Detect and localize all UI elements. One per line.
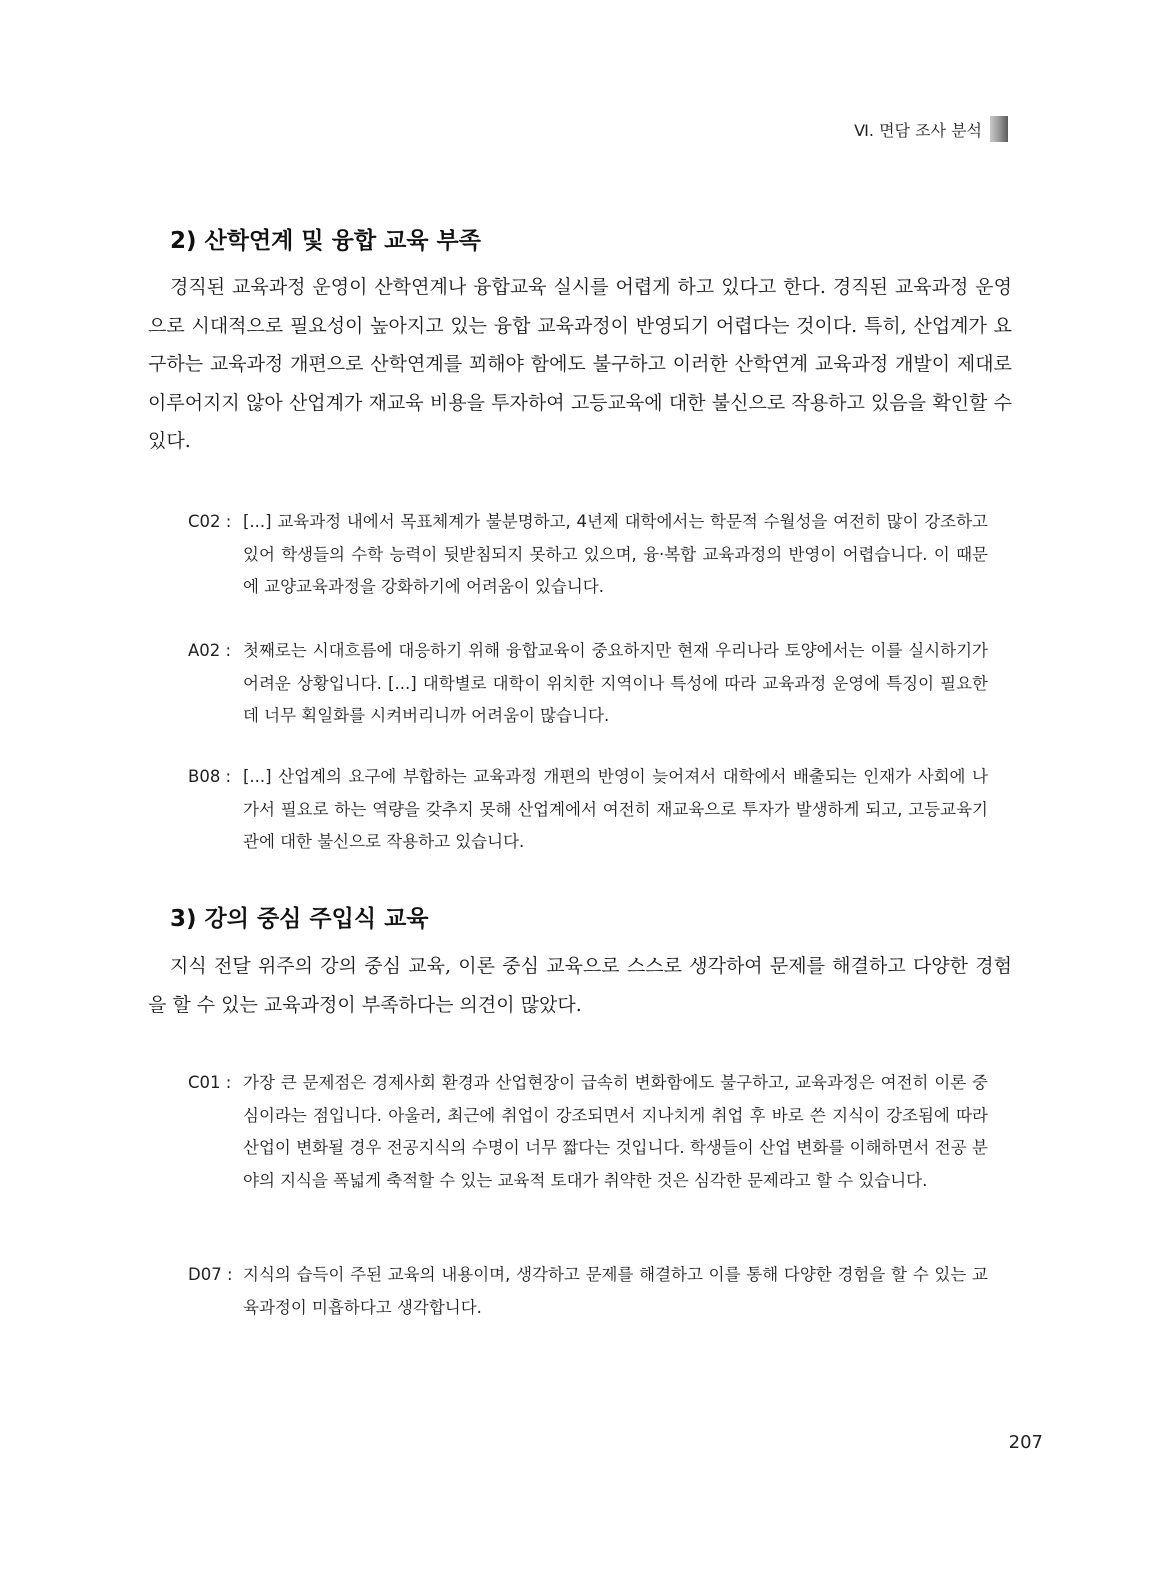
section-title-3: 3) 강의 중심 주입식 교육 xyxy=(170,906,429,932)
quote-b08 xyxy=(188,761,988,859)
quote-c01 xyxy=(188,1067,988,1197)
quote-text: [...] 산업계의 요구에 부합하는 교육과정 개편의 반영이 늦어져서 대학에서 배출되는 인재가 사회에 나가서 필요로 하는 역량을 갖추지 못해 산업계에서 여전히 재교육으로 투자가 발생하게 되고, 고등교육기관에 대한 불신으로 작용하고 있습니다. xyxy=(243,767,988,851)
page-number: 207 xyxy=(1008,1432,1043,1453)
quote-code: C02 : xyxy=(188,512,237,531)
quote-d07 xyxy=(188,1259,988,1324)
quote-text: [...] 교육과정 내에서 목표체계가 불분명하고, 4년제 대학에서는 학문적 수월성을 여전히 많이 강조하고 있어 학생들의 수학 능력이 뒷받침되지 못하고 있으며, 융·복합 교육과정의 반영이 어렵습니다. 이 때문에 교양교육과정을 강화하기에 어려움이 있습니다. xyxy=(243,512,988,596)
quote-code: D07 : xyxy=(188,1265,238,1284)
quote-code: B08 : xyxy=(188,767,237,786)
quote-text: 가장 큰 문제점은 경제사회 환경과 산업현장이 급속히 변화함에도 불구하고, 교육과정은 여전히 이론 중심이라는 점입니다. 아울러, 최근에 취업이 강조되면서 지나치게 취업 후 바로 쓴 지식이 강조됨에 따라 산업이 변화될 경우 전공지식의 수명이 너무 짧다는 것입니다. 학생들이 산업 변화를 이해하면서 전공 분야의 지식을 폭넓게 축적할 수 있는 교육적 토대가 취약한 것은 심각한 문제라고 할 수 있습니다. xyxy=(243,1073,988,1190)
section-2-paragraph: 경직된 교육과정 운영이 산학연계나 융합교육 실시를 어렵게 하고 있다고 한다. 경직된 교육과정 운영으로 시대적으로 필요성이 높아지고 있는 융합 교육과정이 반영되기 어렵다는 것이다. 특히, 산업계가 요구하는 교육과정 개편으로 산학연계를 꾀해야 함에도 불구하고 이러한 산학연계 교육과정 개발이 제대로 이루어지지 않아 산업계가 재교육 비용을 투자하여 고등교육에 대한 불신으로 작용하고 있음을 확인할 수 있다. xyxy=(148,276,1012,452)
quote-code: C01 : xyxy=(188,1073,237,1092)
header-bar-decoration xyxy=(990,116,1008,142)
quote-code: A02 : xyxy=(188,641,237,660)
quote-text: 지식의 습득이 주된 교육의 내용이며, 생각하고 문제를 해결하고 이를 통해 다양한 경험을 할 수 있는 교육과정이 미흡하다고 생각합니다. xyxy=(243,1265,988,1317)
chapter-title: Ⅵ. 면담 조사 분석 xyxy=(854,120,982,140)
section-3-paragraph: 지식 전달 위주의 강의 중심 교육, 이론 중심 교육으로 스스로 생각하여 문제를 해결하고 다양한 경험을 할 수 있는 교육과정이 부족하다는 의견이 많았다. xyxy=(148,955,1012,1016)
quote-text: 첫째로는 시대흐름에 대응하기 위해 융합교육이 중요하지만 현재 우리나라 토양에서는 이를 실시하기가 어려운 상황입니다. [...] 대학별로 대학이 위치한 지역이나 특성에 따라 교육과정 운영에 특징이 필요한데 너무 획일화를 시켜버리니까 어려움이 많습니다. xyxy=(243,641,988,725)
section-title-2: 2) 산학연계 및 융합 교육 부족 xyxy=(170,228,481,254)
quote-a02 xyxy=(188,635,988,733)
running-header xyxy=(854,116,1008,142)
quote-c02 xyxy=(188,506,988,604)
